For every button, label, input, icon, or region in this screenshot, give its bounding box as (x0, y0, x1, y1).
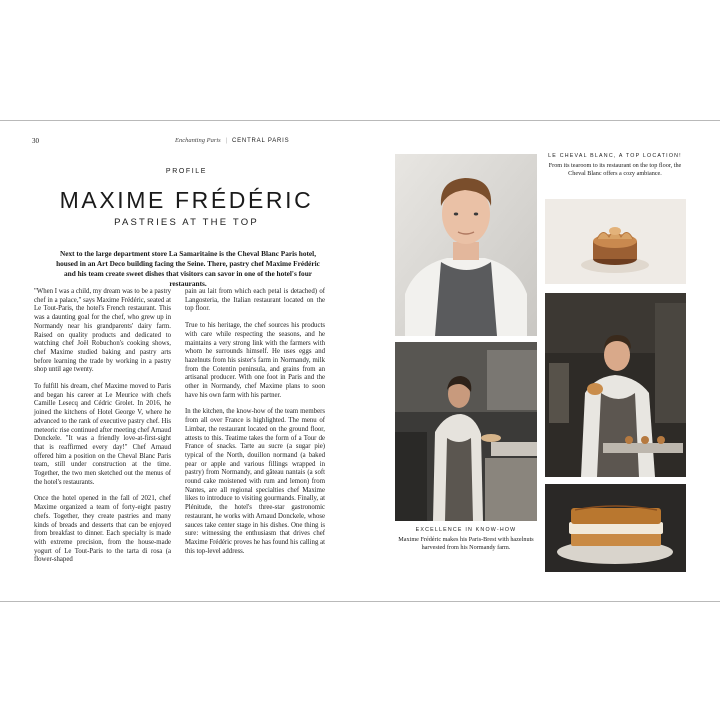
caption-text: From its tearoom to its restaurant on the top floor, the Cheval Blanc offers a cozy ambiance. (548, 162, 682, 178)
chef-pastry-kitchen-photo (545, 293, 686, 477)
body-paragraph: True to his heritage, the chef sources his products with care while respecting the seasons, and he maintains a very strong link with the farmers with whom he surrounds himself. He uses eggs and hazelnuts from his sister's farm in Normandy, milk from the Cotentin peninsula, and grains from an artisanal producer. With one foot in Paris and the other in Normandy, chef Maxime plans to soon have his own farm with his partner. (185, 322, 325, 399)
magazine-spread (0, 120, 720, 602)
body-column-2 (185, 288, 325, 564)
body-column-1 (34, 288, 171, 573)
bottom-photo-caption (395, 527, 537, 553)
body-paragraph: pain au lait from which each petal is detached) of Langosteria, the Italian restaurant located on the top floor. (185, 288, 325, 313)
article-subtitle: PASTRIES AT THE TOP (114, 217, 259, 228)
page-number: 30 (32, 137, 39, 145)
body-paragraph: Once the hotel opened in the fall of 2021, chef Maxime organized a team of forty-eight pastry chefs. Together, they create pastries and many kinds of breads and desserts that can be enjoyed from breakfast to dinner. Each specialty is made with extreme precision, from the house-made yogurt of Le Tout-Paris to the tarta di rosa (a flower-shaped (34, 495, 171, 564)
chef-pastry-kitchen-image (545, 293, 686, 477)
body-paragraph: In the kitchen, the know-how of the team members from all over France is highlighted. The menu of Limbar, the restaurant located on the ground floor, attests to this. Teatime takes the form of a Tour de France of snacks. Tarte au sucre (a sugar pie) typical of the North, douillon normand (a baked pear or apple and various fillings wrapped in pastry) from Normandy, and gâteau nantais (a soft round cake moistened with rum and lemon) from Nantes, are all regional specialties chef Maxime likes to introduce to visiting gourmands. Finally, at Plénitude, the hotel's three-star gastronomic restaurant, he works with Arnaud Donckele, whose sauces take center stage in his dishes. One thing is sure: witnessing the enthusiasm that drives chef Maxime Frédéric proves he has found his calling at this top-level address. (185, 408, 325, 555)
running-header (175, 137, 289, 144)
article-kicker: PROFILE (165, 168, 208, 175)
article-title: MAXIME FRÉDÉRIC (59, 187, 314, 213)
body-paragraph: "When I was a child, my dream was to be a pastry chef in a palace," says Maxime Frédéric, seated at Le Tout-Paris, the hotel's French restaurant. This was a daunting goal for the chef, who grew up in Normandy near his grandparents' dairy farm. Raised on quality products and dedicated to watching chef Joël Robuchon's cooking shows, chef Maxime studied baking and pastry arts before learning the trade by working in a pastry shop until age twenty. (34, 288, 171, 374)
article-lede: Next to the large department store La Samaritaine is the Cheval Blanc Paris hotel, housed in an Art Deco building facing the Seine. There, pastry chef Maxime Frédéric and his team create sweet dishes that visitors can savor in one of the hotel's four restaurants. (56, 249, 320, 288)
caption-title: LE CHEVAL BLANC, A TOP LOCATION! (548, 153, 682, 159)
paris-brest-image (545, 484, 686, 572)
top-photo-caption (548, 153, 682, 179)
kitchen-team-photo (395, 342, 537, 521)
kitchen-team-image (395, 342, 537, 521)
dessert-image (545, 199, 686, 284)
book-title: Enchanting Paris (175, 137, 221, 144)
chef-portrait-photo (395, 154, 537, 336)
body-paragraph: To fulfill his dream, chef Maxime moved to Paris and began his career at Le Meurice with chefs Camille Lesecq and Cédric Grolet. In 2016, he joined the kitchens of Hotel George V, where he advanced to the rank of executive pastry chef. His meteoric rise continued after meeting chef Arnaud Donckele. "It was a friendly love-at-first-sight that is reaffirmed every day!" Chef Arnaud offered him a position on the Cheval Blanc Paris team, still under construction at the time. Together, the two men sketched out the menus of the hotel's restaurants. (34, 383, 171, 486)
dessert-photo (545, 199, 686, 284)
chef-portrait-image (395, 154, 537, 336)
paris-brest-photo (545, 484, 686, 572)
caption-title: EXCELLENCE IN KNOW-HOW (415, 527, 517, 533)
section-title: CENTRAL PARIS (232, 138, 290, 144)
caption-text: Maxime Frédéric makes his Paris-Brest with hazelnuts harvested from his Normandy farm. (398, 536, 534, 552)
header-divider: | (225, 137, 227, 144)
